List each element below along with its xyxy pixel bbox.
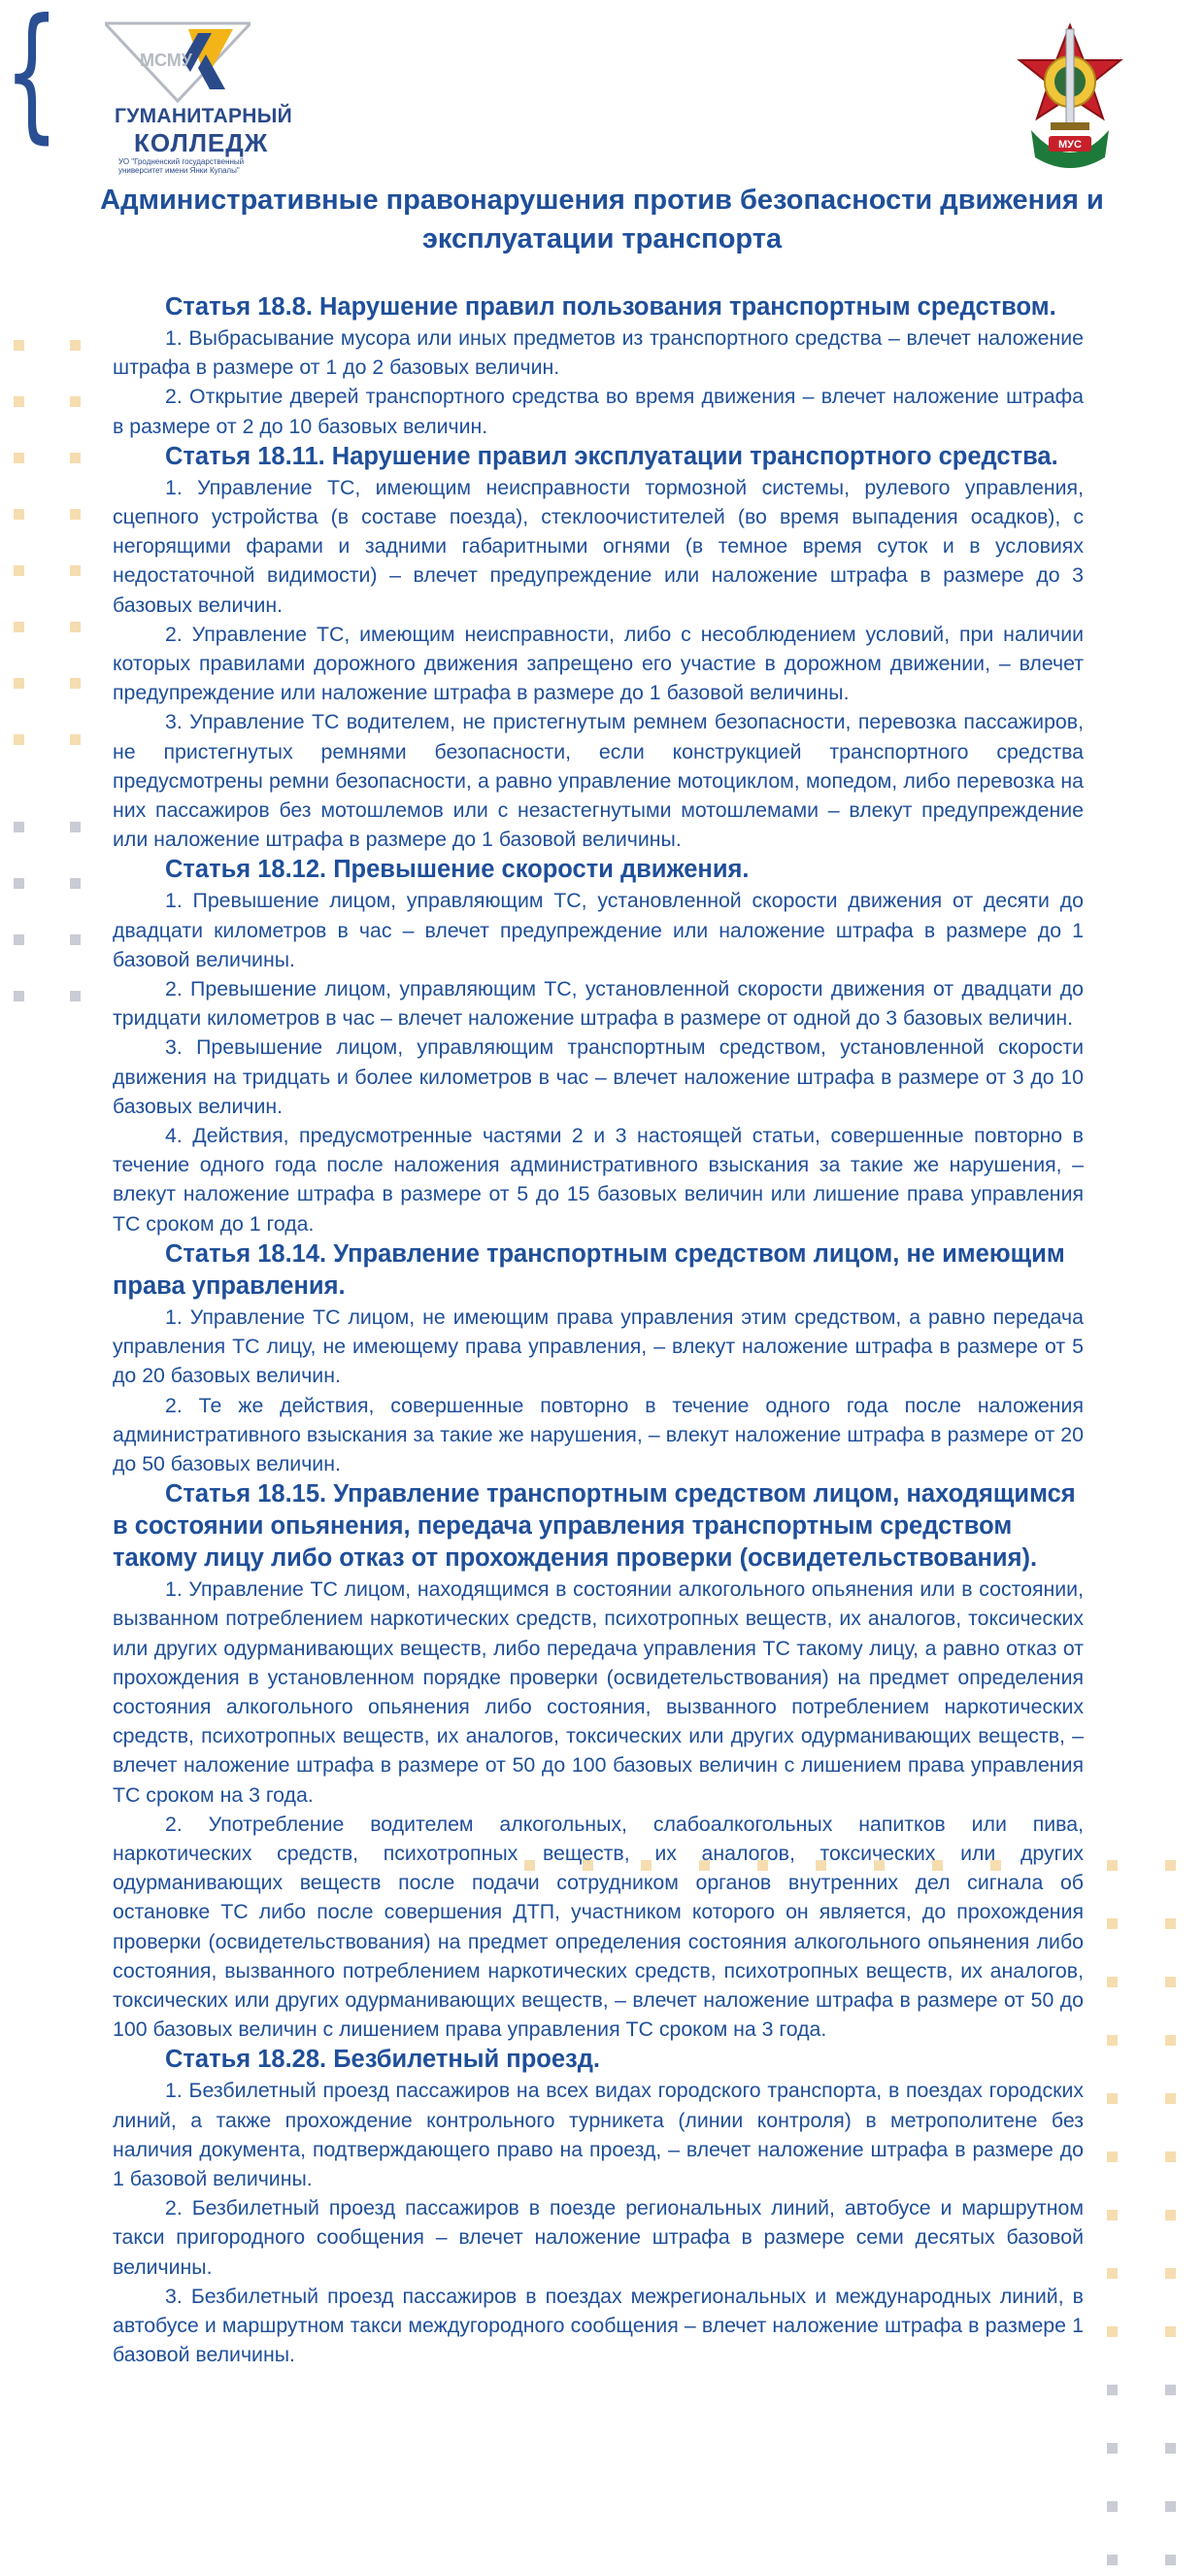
college-name-line1: ГУМАНИТАРНЫЙ	[115, 105, 292, 127]
article-paragraph: 1. Выбрасывание мусора или иных предметов из транспортного средства – влечет наложение штрафа в размере от 1 до 2 базовых величин.	[113, 326, 1084, 380]
article-paragraph: 4. Действия, предусмотренные частями 2 и 3 настоящей статьи, совершенные повторно в течение одного года после наложения административного взыскания за такие же нарушения, – влекут наложение штрафа в размере от 5 до 15 базовых величин или лишение права управления ТС сроком до 1 года.	[113, 1124, 1084, 1236]
article-paragraph: 2. Те же действия, совершенные повторно в течение одного года после наложения административного взыскания за такие же нарушения, – влекут наложение штрафа в размере от 20 до 50 базовых величин.	[113, 1393, 1084, 1475]
document-body	[113, 291, 1084, 2369]
article-paragraph: 1. Безбилетный проезд пассажиров на всех видах городского транспорта, в поездах городских линий, а также прохождение контрольного турникета (линии контроля) в метрополитене без наличия документа, подтверждающего право на проезд, – влечет наложение штрафа в размере до 1 базовой величины.	[113, 2079, 1084, 2190]
college-name-line2: КОЛЛЕДЖ	[134, 128, 269, 157]
article-paragraph: 2. Употребление водителем алкогольных, слабоалкогольных напитков или пива, наркотических средств, психотропных веществ, их аналогов, токсических или других одурманивающих веществ после подачи сотрудником органов внутренних дел сигнала об остановке ТС либо после совершения ДТП, участником которого он является, до прохождения проверки (освидетельствования) на предмет определения состояния алкогольного опьянения либо состояния, вызванного потреблением наркотических средств, психотропных веществ, их аналогов, токсических или других одурманивающих веществ, – влечет наложение штрафа в размере от 50 до 100 базовых величин с лишением права управления ТС сроком на 3 года.	[113, 1812, 1084, 2042]
article-paragraph: 2. Превышение лицом, управляющим ТС, установленной скорости движения от двадцати до тридцати километров в час – влечет наложение штрафа в размере от одной до 3 базовых величин.	[113, 977, 1084, 1031]
article-heading: Статья 18.15. Управление транспортным средством лицом, находящимся в состоянии опьянения, передача управления транспортным средством такому лицу либо отказ от прохождения проверки (освидетельствования).	[113, 1480, 1076, 1573]
article-paragraph: 2. Открытие дверей транспортного средства во время движения – влечет наложение штрафа в размере от 2 до 10 базовых величин.	[113, 385, 1084, 438]
article-paragraph: 1. Управление ТС лицом, не имеющим права управления этим средством, а равно передача управления ТС лицу, не имеющему права управления, – влекут наложение штрафа в размере от 5 до 20 базовых величин.	[113, 1305, 1084, 1388]
article-18-28	[113, 2044, 1084, 2369]
article-heading: Статья 18.11. Нарушение правил эксплуатации транспортного средства.	[165, 442, 1058, 470]
article-18-8	[113, 291, 1084, 441]
article-paragraph: 3. Безбилетный проезд пассажиров в поездах межрегиональных и международных линий, в автобусе и маршрутном такси междугородного сообщения – влечет наложение штрафа в размере 1 базовой величины.	[113, 2284, 1084, 2367]
article-heading: Статья 18.12. Превышение скорости движения.	[165, 856, 750, 884]
decorative-brace: {	[4, 0, 60, 157]
article-paragraph: 2. Управление ТС, имеющим неисправности, либо с несоблюдением условий, при наличии которых правилами дорожного движения запрещено его участие в дорожном движении, – влечет предупреждение или наложение штрафа в размере до 1 базовой величины.	[113, 622, 1084, 705]
college-subtitle: УО "Гродненский государственный университет имени Янки Купалы"	[118, 157, 245, 175]
article-paragraph: 1. Управление ТС, имеющим неисправности тормозной системы, рулевого управления, сцепного устройства (в составе поезда), стеклоочистителей (во время выпадения осадков), с негорящими фарами и задними габаритными огнями (в темное время суток и в условиях недостаточной видимости) – влечет предупреждение или наложение штрафа в размере до 3 базовых величин.	[113, 475, 1084, 617]
article-paragraph: 3. Управление ТС водителем, не пристегнутым ремнем безопасности, перевозка пассажиров, не пристегнутых ремнями безопасности, если конструкцией транспортного средства предусмотрены ремни безопасности, а равно управление мотоциклом, мопедом, либо перевозка на них пассажиров без мотошлемов или с незастегнутыми мотошлемами – влекут предупреждение или наложение штрафа в размере до 1 базовой величины.	[113, 710, 1084, 852]
article-18-14	[113, 1238, 1084, 1478]
article-heading: Статья 18.28. Безбилетный проезд.	[165, 2046, 600, 2074]
page-title: Административные правонарушения против безопасности движения и эксплуатации транспорта	[100, 185, 1104, 254]
college-logo-abbr: МСМУ	[140, 51, 192, 70]
article-paragraph: 1. Управление ТС лицом, находящимся в состоянии алкогольного опьянения или в состоянии, вызванном потреблением наркотических средств, психотропных веществ, их аналогов, токсических или других одурманивающих веществ, либо передача управления ТС такому лицу, а равно отказ от прохождения в установленном порядке проверки (освидетельствования) на предмет определения состояния алкогольного опьянения либо состояния, вызванного потреблением наркотических средств, психотропных веществ, их аналогов, токсических или других одурманивающих веществ, – влечет наложение штрафа в размере от 50 до 100 базовых величин с лишением права управления ТС сроком на 3 года.	[113, 1577, 1084, 1807]
article-18-15	[113, 1478, 1084, 2044]
article-paragraph: 2. Безбилетный проезд пассажиров в поезде региональных линий, автобусе и маршрутном такси пригородного сообщения – влечет наложение штрафа в размере семи десятых базовой величины.	[113, 2196, 1084, 2279]
article-paragraph: 1. Превышение лицом, управляющим ТС, установленной скорости движения от десяти до двадцати километров в час – влечет предупреждение или наложение штрафа в размере до 1 базовой величины.	[113, 889, 1084, 971]
article-heading: Статья 18.14. Управление транспортным средством лицом, не имеющим права управления.	[113, 1239, 1065, 1300]
article-paragraph: 3. Превышение лицом, управляющим транспортным средством, установленной скорости движения на тридцать и более километров в час – влечет наложение штрафа в размере от 3 до 10 базовых величин.	[113, 1035, 1084, 1118]
article-18-12	[113, 854, 1084, 1237]
emblem-text: МУС	[1058, 139, 1082, 151]
article-heading: Статья 18.8. Нарушение правил пользования транспортным средством.	[165, 293, 1056, 321]
article-18-11	[113, 441, 1084, 855]
